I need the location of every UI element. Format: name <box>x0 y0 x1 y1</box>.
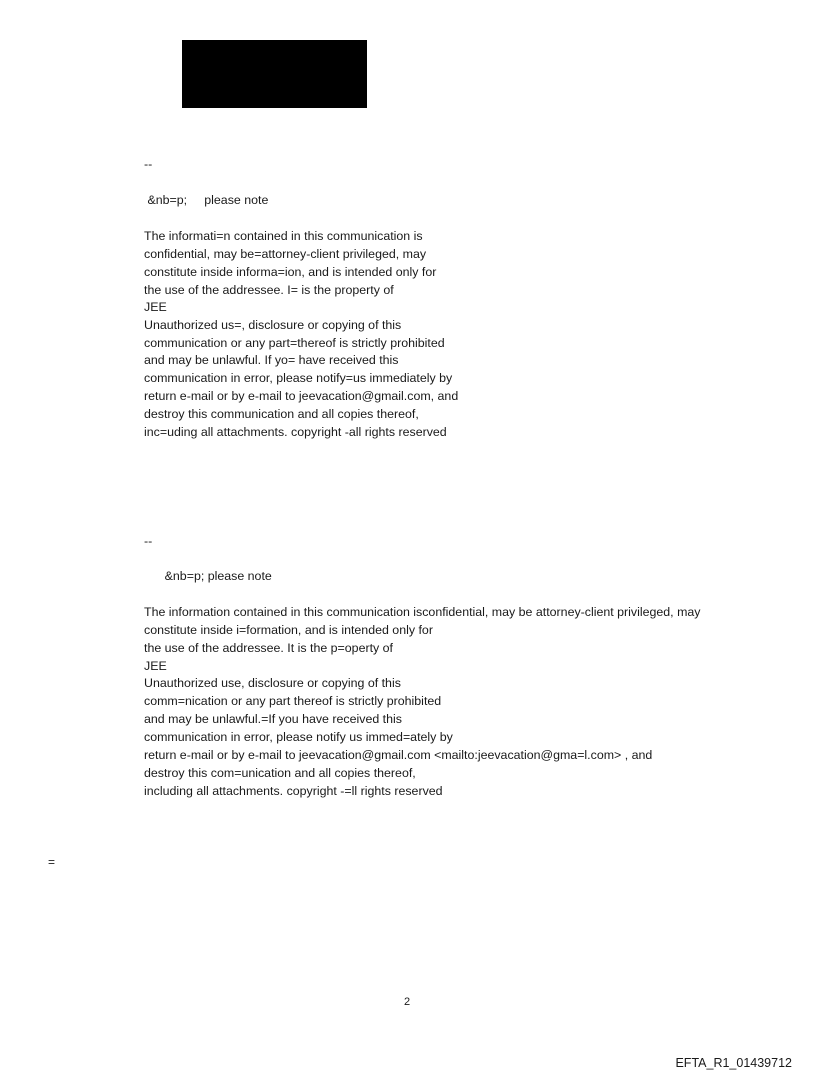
block1-line: Unauthorized us=, disclosure or copying of this <box>144 318 402 332</box>
block2-line: The information contained in this communication isconfidential, may be attorney-client privileged, may <box>144 605 701 619</box>
block2-line: Unauthorized use, disclosure or copying of this <box>144 676 401 690</box>
block1-line: JEE <box>144 300 167 314</box>
block1-line: communication or any part=thereof is strictly prohibited <box>144 336 445 350</box>
block2-line: the use of the addressee. It is the p=operty of <box>144 641 394 655</box>
block1-line: communication in error, please notify=us immediately by <box>144 371 453 385</box>
block1-line: and may be unlawful. If yo= have received this <box>144 353 399 367</box>
block1-line: return e-mail or by e-mail to jeevacation@gmail.com, and <box>144 389 459 403</box>
please-note-1: &nb=p; please note <box>144 193 269 207</box>
block1-line: the use of the addressee. I= is the property of <box>144 283 394 297</box>
document-id: EFTA_R1_01439712 <box>675 1056 792 1070</box>
stray-equals-mark: = <box>48 855 56 869</box>
block2-line: constitute inside i=formation, and is intended only for <box>144 623 433 637</box>
block1-line: constitute inside informa=ion, and is intended only for <box>144 265 437 279</box>
please-note-2: &nb=p; please note <box>144 569 272 583</box>
block2-line: destroy this com=unication and all copies thereof, <box>144 766 416 780</box>
block2-line: including all attachments. copyright -=ll rights reserved <box>144 784 443 798</box>
page-number: 2 <box>404 996 411 1008</box>
block2-line: JEE <box>144 659 167 673</box>
separator-2: -- <box>144 534 153 548</box>
block2-line: and may be unlawful.=If you have received this <box>144 712 402 726</box>
block1-line: The informati=n contained in this communication is <box>144 229 423 243</box>
separator-1: -- <box>144 157 153 171</box>
block2-line: communication in error, please notify us immed=ately by <box>144 730 453 744</box>
block2-line: comm=nication or any part thereof is strictly prohibited <box>144 694 442 708</box>
redaction-box <box>182 40 367 108</box>
block1-line: destroy this communication and all copies thereof, <box>144 407 419 421</box>
block1-line: inc=uding all attachments. copyright -all rights reserved <box>144 425 447 439</box>
block1-line: confidential, may be=attorney-client privileged, may <box>144 247 427 261</box>
block2-line: return e-mail or by e-mail to jeevacation@gmail.com <mailto:jeevacation@gma=l.com> , and <box>144 748 653 762</box>
